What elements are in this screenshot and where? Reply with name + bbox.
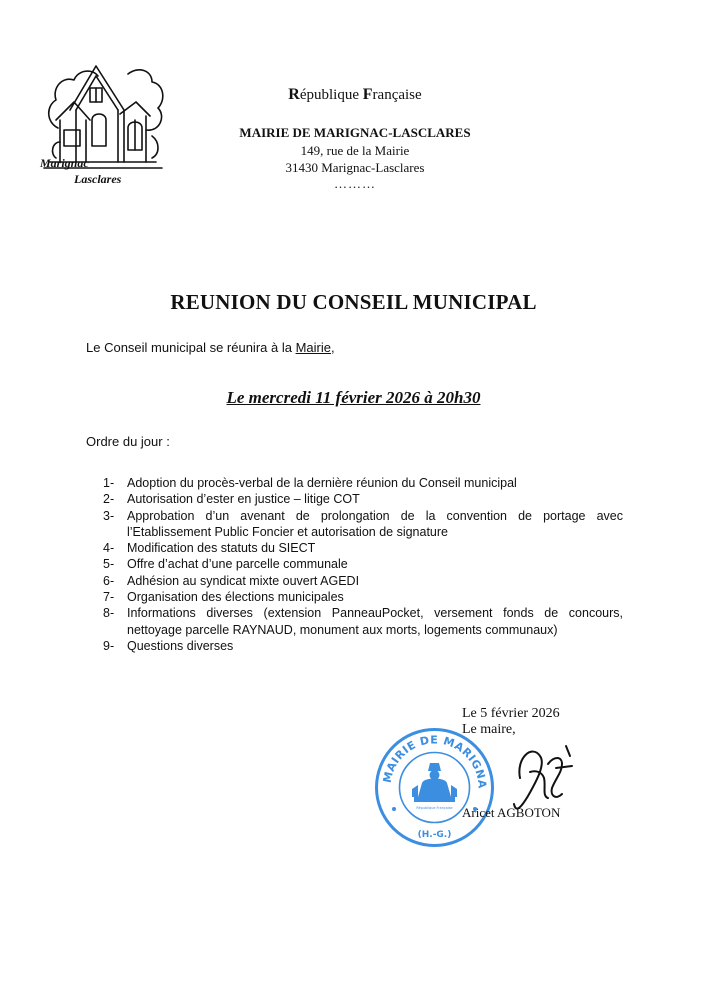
agenda-item: [103, 475, 623, 491]
agenda-item-text-continued: nettoyage parcelle RAYNAUD, monument aux morts, logements communaux): [127, 622, 558, 637]
agenda-item-number: 5-: [103, 557, 115, 572]
agenda-item-text: Questions diverses: [127, 638, 234, 653]
agenda-item-text: Modification des statuts du SIECT: [127, 541, 316, 556]
header-dots: ………: [334, 176, 376, 191]
intro-place: Mairie: [295, 340, 331, 355]
municipal-logo: [40, 58, 170, 192]
agenda-item-number: 7-: [103, 590, 115, 605]
agenda-item-text: Adoption du procès-verbal de la dernière réunion du Conseil municipal: [127, 476, 517, 490]
stamp-ring-text: MAIRIE DE MARIGNA: [380, 733, 489, 790]
agenda-item-number: 6-: [103, 573, 115, 588]
agenda-item-text: Organisation des élections municipales: [127, 590, 344, 605]
meeting-date: Le mercredi 11 février 2026 à 20h30: [226, 388, 481, 407]
agenda-item-number: 9-: [103, 638, 115, 653]
agenda-item-text: Informations diverses (extension PanneauPocket, versement fonds de concours,: [127, 606, 623, 621]
mairie-name: MAIRIE DE MARIGNAC-LASCLARES: [239, 125, 471, 140]
signature-role: Le maire,: [462, 722, 516, 737]
agenda-item-text: Offre d’achat d’une parcelle communale: [127, 557, 348, 572]
signature-date: Le 5 février 2026: [462, 706, 560, 721]
logo-text-marignac: Marignac: [40, 156, 89, 170]
agenda-item-text-block: [127, 605, 623, 638]
intro-sentence: [86, 340, 335, 355]
agenda-item: [103, 508, 623, 541]
republic-heading: [205, 86, 505, 104]
agenda-item-number: 3-: [103, 508, 115, 523]
agenda-item: [103, 605, 623, 638]
agenda-item-text-continued: l’Etablissement Public Foncier et autorisation de signature: [127, 524, 449, 539]
intro-text: Le Conseil municipal se réunira à la: [86, 340, 296, 355]
stamp-ribbon: République Française: [416, 806, 453, 810]
agenda-item: [103, 573, 623, 589]
agenda-item: [103, 540, 623, 556]
stamp-department: (H.-G.): [417, 830, 452, 840]
address-street: 149, rue de la Mairie: [300, 143, 410, 158]
republic-initial-r: R: [288, 86, 300, 103]
agenda-item: [103, 491, 623, 507]
document-title: REUNION DU CONSEIL MUNICIPAL: [170, 290, 537, 314]
intro-comma: ,: [330, 340, 335, 355]
agenda-item-text: Autorisation d’ester en justice – litige COT: [127, 492, 360, 507]
agenda-item-text: Approbation d’un avenant de prolongation de la convention de portage avec: [127, 508, 623, 523]
republic-word-rest-2: rançaise: [372, 87, 422, 103]
mairie-seal-icon: [372, 725, 497, 850]
agenda-item-number: 4-: [103, 541, 115, 556]
agenda-item: [103, 556, 623, 572]
agenda-item-text: Adhésion au syndicat mixte ouvert AGEDI: [127, 573, 360, 588]
agenda-item-number: 8-: [103, 606, 115, 621]
agenda-item: [103, 638, 623, 654]
address-city: 31430 Marignac-Lasclares: [285, 160, 425, 175]
agenda-item-number: 1-: [103, 476, 115, 490]
agenda-item-number: 2-: [103, 492, 115, 507]
logo-text-lasclares: Lasclares: [74, 172, 122, 186]
official-stamp: [372, 725, 497, 850]
agenda-label: Ordre du jour :: [86, 434, 170, 449]
signature-name: Aricet AGBOTON: [462, 805, 561, 820]
agenda-item-text-block: [127, 508, 623, 541]
republic-word-rest: épublique: [299, 87, 363, 103]
republic-initial-f: F: [362, 86, 373, 103]
agenda-list: [103, 475, 623, 654]
agenda-item: [103, 589, 623, 605]
